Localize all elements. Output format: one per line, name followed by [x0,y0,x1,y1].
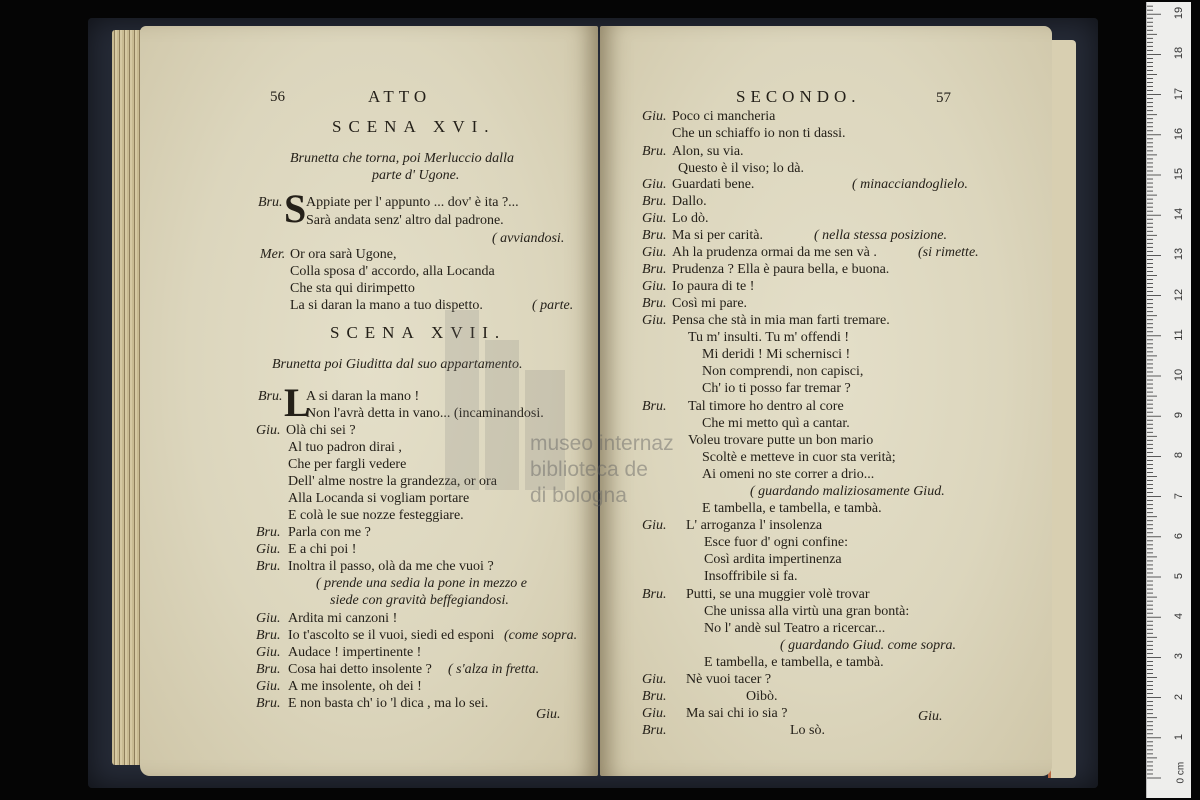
line-text: Olà chi sei ? [286,423,356,438]
speaker: Giu. [642,313,667,328]
dropcap: S [284,186,307,231]
stage-direction: (come sopra. [504,628,578,643]
speaker: Giu. [256,423,281,438]
stage-direction: ( minacciandoglielo. [852,177,968,192]
line-text: Che unissa alla virtù una gran bontà: [704,604,910,619]
stage-direction: ( parte. [532,298,574,313]
line-text: Così mi pare. [672,296,748,311]
ruler-number: 12 [1173,288,1185,301]
line-text: Sarà andata senz' altro dal padrone. [306,213,504,228]
catchword: Giu. [918,709,943,724]
line-text: Tu m' insulti. Tu m' offendi ! [688,330,850,345]
speaker: Bru. [642,689,667,704]
line-text: Pensa che stà in mia man farti tremare. [672,313,890,328]
scene-16-direction-2: parte d' Ugone. [372,168,460,183]
stage-direction: ( nella stessa posizione. [814,228,947,243]
line-text: Dell' alme nostre la grandezza, or ora [288,474,497,489]
line-text: A si daran la mano ! [306,389,420,404]
ruler-number: 11 [1173,329,1185,341]
line-text: Audace ! impertinente ! [288,645,422,660]
ruler-number: 9 [1173,412,1185,419]
ruler-number: 5 [1173,572,1185,580]
line-text: Io paura di te ! [672,279,755,294]
line-text: Questo è il viso; lo dà. [678,161,804,176]
line-text: Tal timore ho dentro al core [688,399,844,414]
line-text: L' arroganza l' insolenza [686,518,823,533]
line-text: Lo sò. [790,723,825,738]
line-text: Lo dò. [672,211,709,226]
scene-16-direction-1: Brunetta che torna, poi Merluccio dalla [290,151,514,166]
ruler-number: 13 [1173,248,1185,261]
speaker: Giu. [642,177,667,192]
speaker: Bru. [642,399,667,414]
line-text: Che per fargli vedere [288,457,407,472]
ruler-number: 1 [1173,733,1185,740]
line-text: Che mi metto quì a cantar. [702,416,850,431]
speaker: Bru. [258,195,283,210]
ruler-ticks [1147,2,1191,798]
left-running-header: ATTO [368,87,432,106]
line-text: Che sta qui dirimpetto [290,281,415,296]
right-page-number: 57 [936,90,951,106]
line-text: Alla Locanda si vogliam portare [288,491,470,506]
line-text: Al tuo padron dirai , [288,440,402,455]
line-text: Inoltra il passo, olà da me che vuoi ? [288,559,494,574]
line-text: Così ardita impertinenza [704,552,842,567]
right-page [600,26,1052,776]
speaker: Bru. [642,194,667,209]
speaker: Bru. [256,628,281,643]
speaker: Mer. [260,247,286,262]
line-text: Colla sposa d' accordo, alla Locanda [290,264,495,279]
line-text: Non comprendi, non capisci, [702,364,864,379]
speaker: Giu. [642,672,667,687]
speaker: Giu. [256,542,281,557]
line-text: Ma sai chi io sia ? [686,706,788,721]
line-text: Ai omeni no ste correr a drio... [702,467,875,482]
line-text: Mi deridi ! Mi schernisci ! [702,347,851,362]
line-text: Ardita mi canzoni ! [288,611,398,626]
speaker: Bru. [642,144,667,159]
line-text: Voleu trovare putte un bon mario [688,433,874,448]
speaker: Giu. [642,706,667,721]
speaker: Bru. [256,662,281,677]
line-text: La si daran la mano a tuo dispetto. [290,298,483,313]
line-text: Ch' io ti posso far tremar ? [702,381,851,396]
speaker: Bru. [256,559,281,574]
ruler-number: 3 [1173,653,1185,660]
ruler-unit-label: 0 cm [1175,761,1187,784]
measurement-ruler [1146,2,1191,798]
dropcap: L [284,380,311,425]
speaker: Giu. [642,245,667,260]
line-text: E tambella, e tambella, e tambà. [704,655,884,670]
line-text: Nè vuoi tacer ? [686,672,772,687]
stage-direction: (si rimette. [918,245,979,260]
line-text: Appiate per l' appunto ... dov' è ita ?... [306,195,519,210]
speaker: Bru. [256,525,281,540]
stage-direction: ( guardando maliziosamente Giud. [750,484,945,499]
speaker: Bru. [642,587,667,602]
speaker: Giu. [642,279,667,294]
ruler-number: 4 [1173,613,1185,620]
ruler-number: 16 [1173,127,1185,140]
scene-17-direction: Brunetta poi Giuditta dal suo appartamento. [272,357,523,372]
watermark-line-1: museo internaz [530,432,674,455]
catchword: Giu. [536,707,561,722]
speaker: Giu. [642,109,667,124]
line-text: No l' andè sul Teatro a ricercar... [704,621,886,636]
speaker: Bru. [642,296,667,311]
line-text: Parla con me ? [288,525,371,540]
line-text: Or ora sarà Ugone, [290,247,397,262]
stage-direction: siede con gravità beffegiandosi. [330,593,509,608]
ruler-number: 2 [1173,693,1185,700]
speaker: Bru. [258,389,283,404]
speaker: Giu. [256,679,281,694]
scene-16-title: SCENA XVI. [332,117,496,136]
line-text: Prudenza ? Ella è paura bella, e buona. [672,262,890,277]
speaker: Bru. [642,228,667,243]
line-text: Ma si per carità. [672,228,763,243]
line-text: Insoffribile si fa. [704,569,798,584]
line-text: E tambella, e tambella, e tambà. [702,501,882,516]
right-page-edges [1048,40,1076,778]
left-page-number: 56 [270,89,285,105]
line-text: E colà le sue nozze festeggiare. [288,508,464,523]
ruler-number: 10 [1173,368,1185,382]
speaker: Bru. [642,723,667,738]
speaker: Bru. [256,696,281,711]
speaker: Giu. [642,211,667,226]
speaker: Giu. [642,518,667,533]
line-text: E non basta ch' io 'l dica , ma lo sei. [288,696,489,711]
line-text: Scoltè e metteve in cuor sta verità; [702,450,896,465]
watermark-line-2: biblioteca de [530,458,648,481]
line-text: Poco ci mancheria [672,109,776,124]
ruler-number: 15 [1173,167,1185,181]
line-text: Che un schiaffo io non ti dassi. [672,126,846,141]
ruler-number: 6 [1173,532,1185,539]
line-text: Guardati bene. [672,177,755,192]
stage-direction: ( avviandosi. [492,231,565,246]
line-text: Dallo. [672,194,707,209]
line-text: Ah la prudenza ormai da me sen và . [672,245,877,260]
speaker: Bru. [642,262,667,277]
line-text: Putti, se una muggier volè trovar [686,587,870,602]
line-text: A me insolente, oh dei ! [288,679,422,694]
line-text: Oibò. [746,689,778,704]
ruler-number: 8 [1173,452,1185,459]
speaker: Giu. [256,611,281,626]
stage-direction: ( guardando Giud. come sopra. [780,638,957,653]
line-text: Cosa hai detto insolente ? [288,662,432,677]
right-running-header: SECONDO. [736,87,861,106]
line-text: E a chi poi ! [288,542,357,557]
stage-direction: ( prende una sedia la pone in mezzo e [316,576,527,591]
stage-direction: ( s'alza in fretta. [448,662,540,677]
line-text: Io t'ascolto se il vuoi, siedi ed esponi [288,628,495,643]
ruler-number: 17 [1173,87,1185,100]
ruler-number: 14 [1173,208,1185,221]
ruler-number: 19 [1173,7,1185,20]
line-text: Esce fuor d' ogni confine: [704,535,849,550]
line-text: Non l'avrà detta in vano... (incaminandosi. [306,406,544,421]
ruler-number: 7 [1173,492,1185,499]
ruler-number: 18 [1173,47,1185,60]
speaker: Giu. [256,645,281,660]
scene-17-title: SCENA XVII. [330,323,507,342]
line-text: Alon, su via. [672,144,744,159]
watermark-line-3: di bologna [530,484,627,507]
